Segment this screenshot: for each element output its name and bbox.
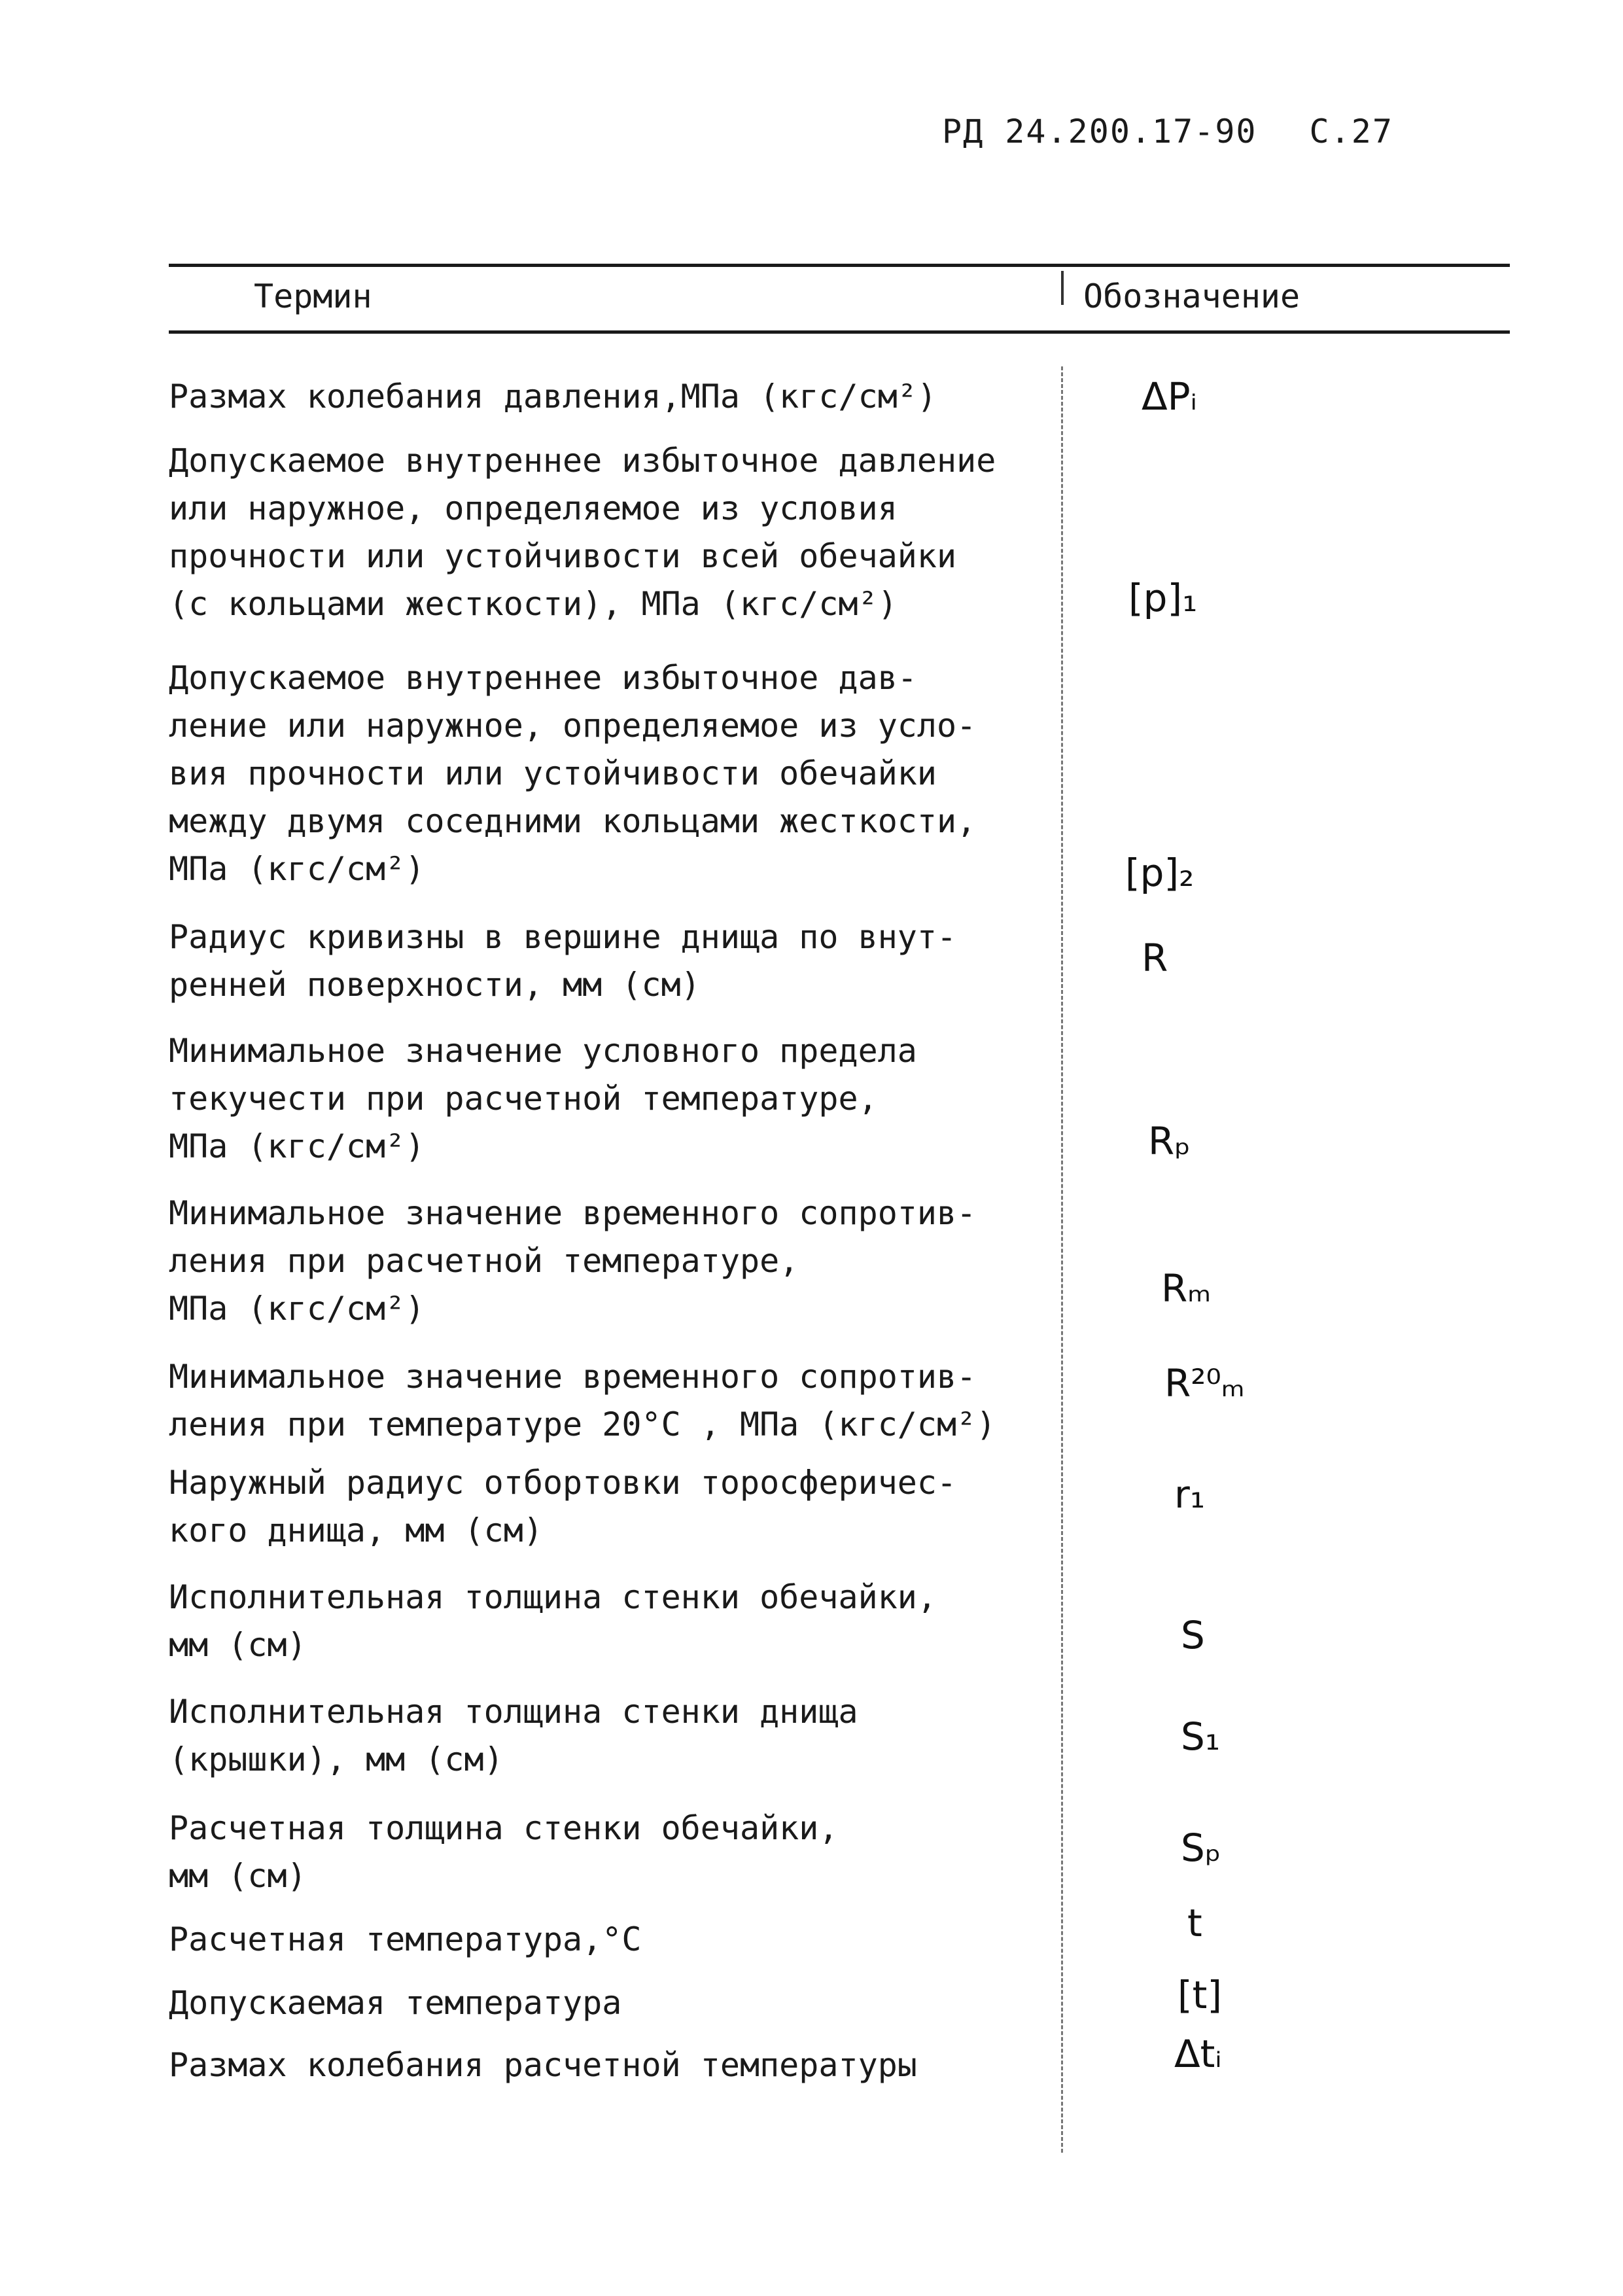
symbol: [p]₁ [1128, 576, 1198, 620]
term-text: Исполнительная толщина стенки обечайки, мм (см) [169, 1578, 937, 1664]
term-text: Минимальное значение временного сопротив- ления при температуре 20°С , МПа (кгс/см²) [169, 1358, 996, 1443]
column-header-term: Термин [254, 277, 372, 315]
page-number: С.27 [1309, 113, 1393, 150]
symbol: Rₘ [1161, 1266, 1212, 1311]
term-text: Расчетная толщина стенки обечайки, мм (см) [169, 1809, 839, 1895]
column-divider-body [1061, 366, 1063, 2153]
symbol: [t] [1178, 1973, 1222, 2017]
term-text: Исполнительная толщина стенки днища (крышки), мм (см) [169, 1693, 858, 1778]
term-text: Допускаемое внутреннее избыточное давление или наружное, определяемое из условия прочности или устойчивости всей обечайки (с кольцами жесткости), МПа (кгс/см²) [169, 442, 996, 623]
term-text: Радиус кривизны в вершине днища по внут- ренней поверхности, мм (см) [169, 918, 957, 1004]
term-text: Допускаемое внутреннее избыточное дав- ление или наружное, определяемое из усло- вия прочности или устойчивости обечайки между двумя соседними кольцами жесткости, МПа (кгс/см²) [169, 659, 977, 888]
table-top-rule [169, 264, 1510, 267]
symbol: Sₚ [1181, 1826, 1221, 1870]
symbol: t [1187, 1901, 1202, 1945]
column-header-symbol: Обозначение [1083, 277, 1300, 315]
table-header-rule [169, 330, 1510, 334]
symbol: r₁ [1174, 1472, 1206, 1517]
symbol: Δtᵢ [1174, 2032, 1222, 2076]
symbol: R [1142, 936, 1168, 980]
term-text: Размах колебания расчетной температуры [169, 2046, 917, 2084]
term-text: Наружный радиус отбортовки торосферичес- кого днища, мм (см) [169, 1464, 957, 1549]
symbol: Rₚ [1148, 1119, 1191, 1163]
symbol: S [1181, 1613, 1205, 1657]
column-divider-header [1061, 271, 1064, 305]
symbol: [p]₂ [1125, 851, 1195, 895]
term-text: Минимальное значение временного сопротив- ления при расчетной температуре, МПа (кгс/см²) [169, 1194, 977, 1328]
term-text: Допускаемая температура [169, 1984, 622, 2022]
document-code: РД 24.200.17-90 [942, 113, 1257, 150]
term-text: Размах колебания давления,МПа (кгс/см²) [169, 378, 937, 415]
page-header [942, 113, 1393, 150]
symbol: R²⁰ₘ [1164, 1361, 1245, 1405]
symbol: ΔPᵢ [1142, 374, 1198, 419]
term-text: Расчетная температура,°С [169, 1920, 642, 1958]
term-text: Минимальное значение условного предела текучести при расчетной температуре, МПа (кгс/см²) [169, 1032, 917, 1165]
symbol: S₁ [1181, 1714, 1221, 1759]
